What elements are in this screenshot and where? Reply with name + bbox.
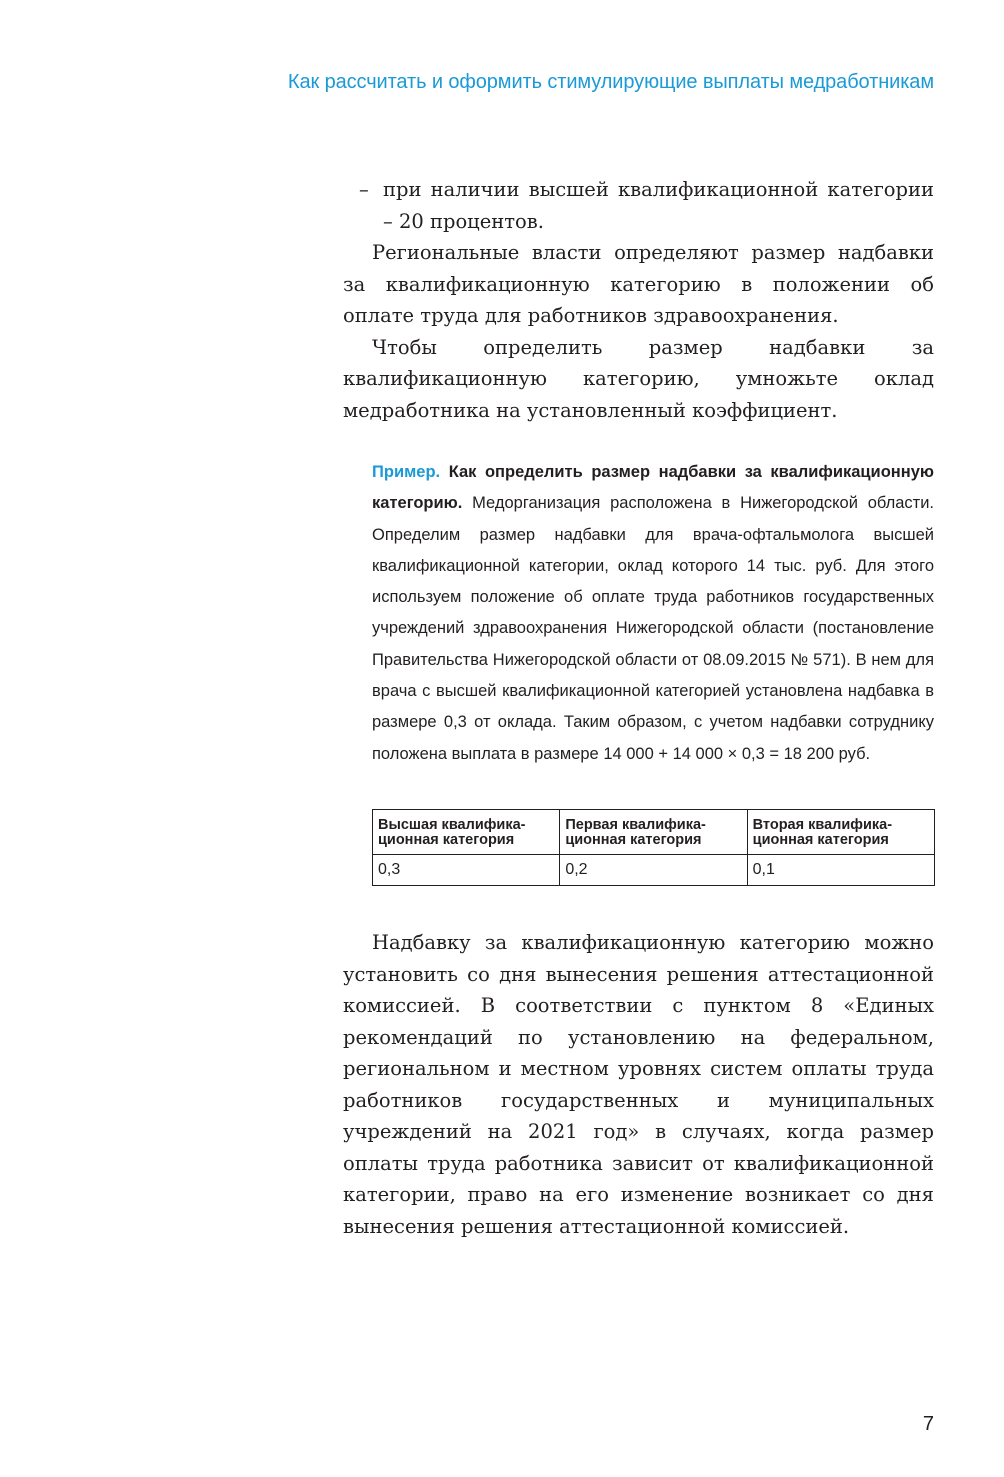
category-coefficients-table [372, 809, 935, 886]
page-number: 7 [922, 1413, 934, 1435]
paragraph-calculation: Чтобы определить размер надбавки за квалификационную категорию, умножьте оклад медработника на установленный коэффициент. [343, 335, 934, 422]
example-label: Пример. [372, 463, 441, 481]
table-row [373, 855, 935, 886]
example-heading: Как определить размер надбавки за квалификационную категорию. [372, 463, 934, 513]
main-text-top [343, 174, 934, 426]
table-header-cell: Первая квалифика-ционная категория [560, 810, 747, 855]
table-header-cell: Высшая квалифика-ционная категория [373, 810, 560, 855]
example-box [372, 457, 934, 770]
list-item [343, 174, 934, 237]
bullet-dash: – [359, 178, 369, 201]
example-text: Медорганизация расположена в Нижегородской области. Определим размер надбавки для врача-офтальмолога высшей квалификационной категории, оклад которого 14 тыс. руб. Для этого используем положение об оплате труда работников государственных учреждений здравоохранения Нижегородской области (постановление Правительства Нижегородской области от 08.09.2015 № 571). В нем для врача с высшей квалификационной категорией установлена надбавка в размере 0,3 от оклада. Таким образом, с учетом надбавки сотруднику положена выплата в размере 14 000 + 14 000 × 0,3 = 18 200 руб. [372, 494, 934, 763]
paragraph-regional-authorities: Региональные власти определяют размер надбавки за квалификационную категорию в положении об оплате труда для работников здравоохранения. [343, 241, 934, 327]
table-cell: 0,2 [560, 855, 747, 886]
running-title: Как рассчитать и оформить стимулирующие выплаты медработникам [287, 71, 934, 93]
table-header-cell: Вторая квалифика-ционная категория [747, 810, 934, 855]
table-header-row [373, 810, 935, 855]
table-cell: 0,1 [747, 855, 934, 886]
paragraph-effective-date: Надбавку за квалификационную категорию можно установить со дня вынесения решения аттестационной комиссией. В соответствии с пунктом 8 «Единых рекомендаций по установлению на федеральном, региональном и местном уровнях систем оплаты труда работников государственных и муниципальных учреждений на 2021 год» в случаях, когда размер оплаты труда работника зависит от квалификационной категории, право на его изменение возникает со дня вынесения решения аттестационной комиссией. [343, 931, 934, 1238]
main-text-bottom [343, 927, 934, 1242]
table-cell: 0,3 [373, 855, 560, 886]
list-item-text: при наличии высшей квалификационной категории – 20 процентов. [383, 178, 934, 233]
